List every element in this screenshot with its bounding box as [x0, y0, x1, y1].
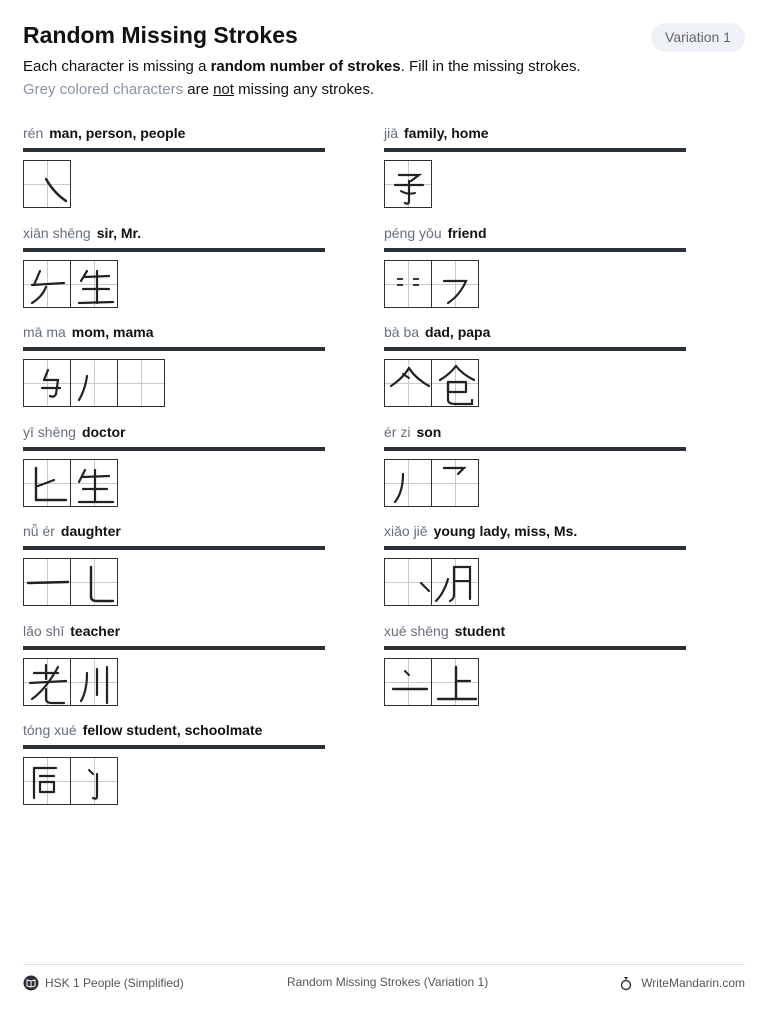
- pinyin: péng yǒu: [384, 225, 442, 241]
- word-entry: [23, 622, 325, 706]
- footer-divider: [23, 964, 745, 965]
- meaning: sir, Mr.: [96, 225, 142, 241]
- pinyin: lǎo shī: [23, 623, 65, 639]
- practice-cell[interactable]: [70, 359, 118, 407]
- pinyin: tóng xué: [23, 722, 77, 738]
- variation-badge: Variation 1: [651, 23, 745, 52]
- practice-cell[interactable]: [70, 558, 118, 606]
- grey-note-text-2: missing any strokes.: [233, 81, 374, 98]
- practice-cell[interactable]: [70, 459, 118, 507]
- word-entry: [23, 323, 325, 407]
- divider: [23, 148, 325, 152]
- grey-note-underlined: not: [213, 81, 234, 98]
- pinyin: yī shēng: [23, 424, 76, 440]
- instructions-bold: random number of strokes: [210, 58, 401, 75]
- word-entry: [23, 721, 325, 805]
- practice-cell[interactable]: [431, 558, 479, 606]
- word-entry: [384, 224, 686, 308]
- pinyin: nǚ ér: [23, 523, 55, 539]
- meaning: doctor: [81, 424, 126, 440]
- practice-cell[interactable]: [431, 658, 479, 706]
- practice-cell[interactable]: [431, 359, 479, 407]
- meaning: teacher: [70, 623, 121, 639]
- grey-note-grey: Grey colored characters: [23, 81, 184, 98]
- pinyin: bà ba: [384, 324, 420, 340]
- divider: [384, 646, 686, 650]
- book-icon: [23, 975, 39, 991]
- page-title: Random Missing Strokes: [23, 22, 298, 48]
- practice-cell[interactable]: [23, 359, 71, 407]
- meaning: man, person, people: [49, 125, 186, 141]
- divider: [384, 447, 686, 451]
- word-entry: [384, 522, 686, 606]
- meaning: fellow student, schoolmate: [82, 722, 263, 738]
- pinyin: rén: [23, 125, 44, 141]
- practice-cell[interactable]: [384, 558, 432, 606]
- footer-right-text[interactable]: WriteMandarin.com: [641, 976, 745, 990]
- divider: [23, 646, 325, 650]
- meaning: mom, mama: [71, 324, 154, 340]
- word-entry: [23, 423, 325, 507]
- grey-note: [23, 81, 374, 98]
- pinyin: xiǎo jiě: [384, 523, 428, 539]
- divider: [23, 745, 325, 749]
- word-entry: [23, 522, 325, 606]
- practice-cell[interactable]: [23, 658, 71, 706]
- pinyin: jiā: [384, 125, 399, 141]
- instructions: [23, 58, 581, 75]
- footer-right: [619, 975, 745, 991]
- divider: [23, 347, 325, 351]
- meaning: young lady, miss, Ms.: [433, 523, 578, 539]
- practice-cell[interactable]: [23, 260, 71, 308]
- word-entry: [23, 224, 325, 308]
- meaning: son: [416, 424, 442, 440]
- practice-cell[interactable]: [431, 260, 479, 308]
- word-entry: [23, 124, 325, 208]
- meaning: dad, papa: [425, 324, 491, 340]
- meaning: student: [454, 623, 506, 639]
- practice-cell[interactable]: [70, 260, 118, 308]
- instructions-text-2: . Fill in the missing strokes.: [400, 58, 581, 75]
- practice-cell[interactable]: [23, 558, 71, 606]
- footer-left: [23, 975, 184, 991]
- footer-left-text: HSK 1 People (Simplified): [45, 976, 184, 990]
- word-entry: [384, 124, 686, 208]
- word-entry: [384, 323, 686, 407]
- grey-note-text-1: are: [183, 81, 214, 98]
- divider: [384, 148, 686, 152]
- instructions-text-1: Each character is missing a: [23, 58, 211, 75]
- footer-center: Random Missing Strokes (Variation 1): [287, 975, 489, 989]
- meaning: friend: [447, 225, 487, 241]
- pinyin: mā ma: [23, 324, 66, 340]
- practice-cell[interactable]: [23, 459, 71, 507]
- practice-cell[interactable]: [384, 658, 432, 706]
- practice-cell[interactable]: [23, 160, 71, 208]
- word-entry: [384, 622, 686, 706]
- practice-cell[interactable]: [384, 160, 432, 208]
- pinyin: ér zi: [384, 424, 411, 440]
- divider: [23, 447, 325, 451]
- divider: [384, 347, 686, 351]
- divider: [23, 248, 325, 252]
- divider: [23, 546, 325, 550]
- divider: [384, 546, 686, 550]
- word-entry: [384, 423, 686, 507]
- pinyin: xiān shēng: [23, 225, 91, 241]
- practice-cell[interactable]: [23, 757, 71, 805]
- practice-cell[interactable]: [70, 757, 118, 805]
- practice-cell[interactable]: [70, 658, 118, 706]
- pinyin: xué shēng: [384, 623, 449, 639]
- practice-cell[interactable]: [384, 260, 432, 308]
- brand-logo-icon: [619, 975, 635, 991]
- practice-cell[interactable]: [384, 459, 432, 507]
- practice-cell[interactable]: [384, 359, 432, 407]
- practice-cell[interactable]: [117, 359, 165, 407]
- meaning: family, home: [404, 125, 489, 141]
- divider: [384, 248, 686, 252]
- practice-cell[interactable]: [431, 459, 479, 507]
- meaning: daughter: [60, 523, 121, 539]
